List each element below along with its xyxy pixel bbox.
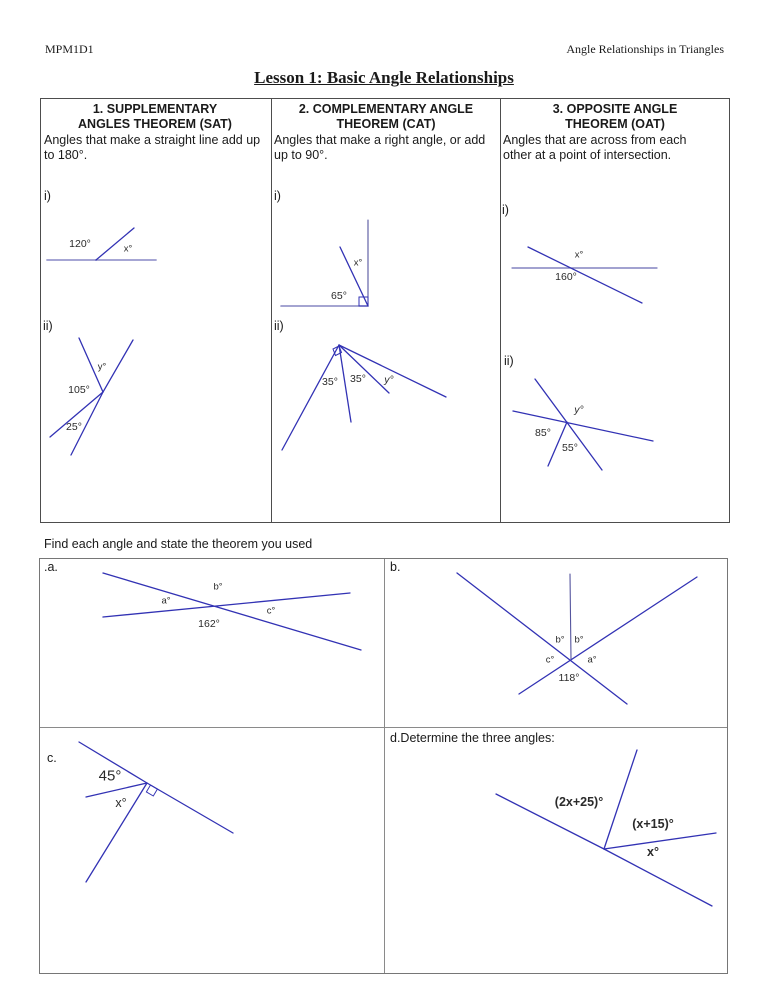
angle-label: x°: [115, 796, 127, 810]
sat-heading-line1: 1. SUPPLEMENTARY: [92, 102, 218, 116]
angle-label: c°: [266, 605, 276, 617]
angle-label: b°: [574, 634, 584, 646]
angle-label: 35°: [322, 376, 338, 388]
angle-label: 120°: [69, 238, 91, 250]
angle-label: 55°: [562, 442, 578, 454]
theorem-table-divider-1: [271, 99, 272, 522]
sat-item-ii-marker: ii): [43, 319, 53, 333]
exercise-table-horizontal-divider: [40, 727, 727, 728]
angle-label: x°: [123, 243, 133, 255]
angle-label: a°: [587, 654, 597, 666]
exercise-c-label: c.: [47, 751, 57, 765]
sat-description: Angles that make a straight line add up to 180°.: [44, 133, 261, 163]
angle-label: x°: [574, 249, 584, 261]
angle-label: 65°: [331, 290, 347, 302]
angle-label: a°: [161, 595, 171, 607]
angle-label: 25°: [66, 421, 82, 433]
angle-label: (x+15)°: [632, 817, 674, 831]
angle-label: c°: [545, 654, 555, 666]
cat-item-ii-marker: ii): [274, 319, 284, 333]
oat-heading-line2: THEOREM (OAT): [565, 117, 665, 131]
oat-item-ii-marker: ii): [504, 354, 514, 368]
angle-label: 35°: [350, 373, 366, 385]
cat-item-i-marker: i): [274, 189, 281, 203]
sat-heading: [44, 102, 266, 132]
angle-label: b°: [213, 581, 223, 593]
exercise-d-label: d.Determine the three angles:: [390, 731, 555, 745]
theorem-table-divider-2: [500, 99, 501, 522]
oat-heading: [503, 102, 727, 132]
angle-label: (2x+25)°: [554, 795, 604, 809]
angle-label: x°: [647, 845, 659, 859]
angle-label: b°: [555, 634, 565, 646]
exercise-b-label: b.: [390, 560, 401, 574]
header-unit-title: Angle Relationships in Triangles: [566, 42, 724, 56]
course-code: MPM1D1: [45, 42, 94, 56]
angle-label: 85°: [535, 427, 551, 439]
exercise-a-label: .a.: [44, 560, 58, 574]
angle-label: 162°: [198, 618, 220, 630]
angle-label: y°: [97, 361, 107, 373]
exercise-instructions: Find each angle and state the theorem you used: [44, 537, 313, 551]
angle-label: 45°: [98, 767, 122, 785]
cat-heading: [274, 102, 498, 132]
sat-heading-line2: ANGLES THEOREM (SAT): [78, 117, 232, 131]
angle-label: 160°: [555, 271, 577, 283]
cat-heading-line2: THEOREM (CAT): [336, 117, 436, 131]
sat-item-i-marker: i): [44, 189, 51, 203]
angle-label: y°: [574, 404, 584, 416]
cat-description: Angles that make a right angle, or add up to 90°.: [274, 133, 486, 163]
oat-heading-line1: 3. OPPOSITE ANGLE: [552, 102, 678, 116]
angle-label: 105°: [68, 384, 90, 396]
exercise-table-vertical-divider: [384, 559, 385, 973]
cat-heading-line1: 2. COMPLEMENTARY ANGLE: [298, 102, 474, 116]
oat-description: Angles that are across from each other at a point of intersection.: [503, 133, 687, 163]
angle-label: x°: [353, 257, 363, 269]
oat-item-i-marker: i): [502, 203, 509, 217]
angle-label: 118°: [558, 672, 580, 684]
exercise-table: [39, 558, 728, 974]
angle-label: y°: [384, 374, 394, 386]
page-title: Lesson 1: Basic Angle Relationships: [254, 68, 514, 87]
